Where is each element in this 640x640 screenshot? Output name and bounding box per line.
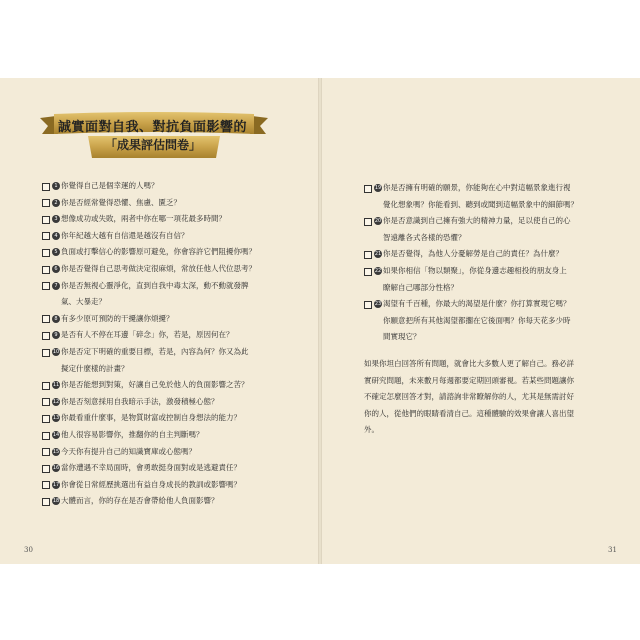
question-item: [42, 394, 294, 411]
question-item: [42, 377, 294, 394]
question-item: [364, 213, 618, 246]
question-number: 15: [52, 448, 60, 455]
question-item: [364, 180, 618, 213]
question-item: [42, 278, 294, 311]
question-number: 20: [374, 218, 382, 225]
question-text: [61, 394, 219, 411]
question-item: [42, 195, 294, 212]
question-item: [42, 460, 294, 477]
question-number: 7: [52, 282, 60, 290]
question-number: 3: [52, 215, 60, 223]
checkbox[interactable]: [42, 465, 50, 473]
question-text-line: 智遠離各式各樣的恐懼？: [383, 232, 466, 242]
question-item: [42, 261, 294, 278]
question-item: [42, 493, 294, 510]
question-text: [61, 244, 256, 261]
question-text-line: 你是否經常覺得恐懼、焦慮、匱乏？: [61, 197, 181, 207]
question-text: [61, 444, 196, 461]
question-list-right: [364, 180, 618, 346]
question-number: 11: [52, 382, 60, 389]
question-number: 10: [52, 348, 60, 355]
question-item: [42, 311, 294, 328]
paragraph-line: 如果你坦白回答所有問題，就會比大多數人更了解自己。務必詳: [364, 359, 574, 368]
question-number: 2: [52, 199, 60, 207]
closing-paragraph: [364, 356, 618, 439]
question-text-line: 瞭解自己哪部分性格？: [383, 282, 458, 292]
question-number: 1: [52, 182, 60, 190]
question-text-line: 擬定什麼樣的計畫？: [61, 363, 129, 373]
question-item: [364, 263, 618, 296]
checkbox[interactable]: [42, 282, 50, 290]
question-text-line: 你是否覺得自己思考做決定很麻煩，常放任他人代位思考？: [61, 263, 256, 273]
question-text-line: 有多少原可預防的干擾讓你煩擾？: [61, 313, 174, 323]
question-text: [383, 180, 578, 213]
question-number: 8: [52, 315, 60, 323]
checkbox[interactable]: [42, 249, 50, 257]
question-item: [42, 427, 294, 444]
question-item: [364, 296, 618, 346]
title-line-2: 「成果評估問卷」: [104, 138, 201, 152]
question-text-line: 氣、大暴走？: [61, 297, 106, 307]
question-text-line: 渴望有千百種，你最大的渴望是什麼？你打算實現它嗎？: [383, 299, 571, 309]
checkbox[interactable]: [42, 199, 50, 207]
question-text-line: 負面或打擊信心的影響原可避免，你會容許它們阻擾你嗎？: [61, 247, 256, 257]
checkbox[interactable]: [364, 268, 372, 276]
question-text-line: 想像成功或失敗，兩者中你在哪一項花最多時間？: [61, 214, 226, 224]
checkbox[interactable]: [364, 218, 372, 226]
question-text-line: 間實現它？: [383, 332, 421, 342]
question-item: [42, 327, 294, 344]
question-text-line: 你年紀越大越有自信還是越沒有自信？: [61, 230, 189, 240]
question-text-line: 你是否覺得，為他人分憂解勞是自己的責任？為什麼？: [383, 249, 563, 259]
question-number: 22: [374, 267, 382, 274]
question-text-line: 你是否刻意採用自我暗示手法，激發積極心態？: [61, 396, 219, 406]
question-text-line: 今天你有提升自己的知識寶庫或心態嗎？: [61, 446, 196, 456]
page-number-right: 31: [608, 546, 617, 554]
question-number: 17: [52, 481, 60, 488]
question-text: [61, 327, 234, 344]
paragraph-line: 外。: [364, 425, 379, 435]
question-item: [42, 410, 294, 427]
question-number: 21: [374, 251, 382, 258]
question-number: 14: [52, 431, 60, 438]
question-item: [42, 444, 294, 461]
question-text-line: 你最看重什麼事，是物質財富或控制自身想法的能力？: [61, 413, 241, 423]
checkbox[interactable]: [42, 216, 50, 224]
question-number: 4: [52, 232, 60, 240]
question-text-line: 當你遭遇不幸局面時，會勇敢挺身面對或是逃避責任？: [61, 463, 241, 473]
checkbox[interactable]: [42, 315, 50, 323]
question-text-line: 覺化想象嗎？你能看到、聽到或聞到這幅景象中的細節嗎？: [383, 199, 578, 209]
checkbox[interactable]: [42, 183, 50, 191]
question-text: [61, 228, 189, 245]
checkbox[interactable]: [42, 349, 50, 357]
checkbox[interactable]: [42, 398, 50, 406]
question-item: [364, 246, 618, 263]
checkbox[interactable]: [364, 301, 372, 309]
question-text: [61, 377, 249, 394]
question-text: [61, 344, 249, 377]
question-text-line: 你是否無視心靈淨化，直到自我中毒太深，動不動就發脾: [61, 280, 249, 290]
question-text: [61, 278, 249, 311]
question-item: [42, 211, 294, 228]
question-text-line: 你會從日常經歷挑選出有益自身成長的教訓或影響嗎？: [61, 479, 241, 489]
question-text: [61, 427, 204, 444]
title-line-1: 誠實面對自我、對抗負面影響的: [58, 120, 248, 135]
question-text: [61, 211, 226, 228]
question-text-line: 他人很容易影響你，推翻你的自主判斷嗎？: [61, 429, 204, 439]
question-number: 5: [52, 248, 60, 256]
question-text-line: 大體而言，你的存在是否會帶給他人負面影響？: [61, 496, 219, 506]
question-text: [61, 261, 256, 278]
question-number: 12: [52, 398, 60, 405]
question-text-line: 你是否定下明確的重要目標，若是，內容為何？你又為此: [61, 346, 249, 356]
checkbox[interactable]: [42, 266, 50, 274]
question-text: [61, 493, 219, 510]
question-text-line: 如果你相信「物以類聚」，你從身邊志趣相投的朋友身上: [383, 265, 567, 275]
question-item: [42, 477, 294, 494]
checkbox[interactable]: [42, 432, 50, 440]
question-text: [61, 311, 174, 328]
question-number: 6: [52, 265, 60, 273]
question-number: 13: [52, 415, 60, 422]
question-number: 19: [374, 185, 382, 191]
question-text: [383, 213, 571, 246]
paragraph-line: 實研究問題，未來數月每週都要定期回頭審視。若某些問題讓你: [364, 375, 574, 385]
paragraph-line: 你的人，從他們的眼睛看清自己。這種體驗的效果會讓人喜出望: [364, 408, 574, 418]
checkbox[interactable]: [42, 415, 50, 423]
question-item: [42, 178, 294, 195]
question-text: [383, 296, 571, 346]
question-text-line: 是否有人不停在耳邊「碎念」你，若是，原因何在？: [61, 330, 234, 340]
question-text-line: 你覺得自己是個幸運的人嗎？: [61, 181, 159, 190]
question-list-left: [42, 178, 294, 510]
question-text: [61, 195, 181, 212]
page-number-left: 30: [24, 546, 33, 554]
question-number: 18: [52, 498, 60, 505]
question-number: 23: [374, 301, 382, 308]
question-text: [61, 178, 159, 195]
question-text: [61, 410, 241, 427]
question-number: 9: [52, 331, 60, 339]
question-text: [61, 477, 241, 494]
question-text: [61, 460, 241, 477]
checkbox[interactable]: [42, 481, 50, 489]
checkbox[interactable]: [42, 448, 50, 456]
question-text-line: 你是否擁有明確的願景，你能夠在心中對這幅景象進行視: [383, 183, 571, 192]
question-text-line: 你是否意識到自己擁有強大的精神力量，足以使自己的心: [383, 216, 571, 226]
checkbox[interactable]: [364, 251, 372, 259]
question-text: [383, 263, 567, 296]
question-text: [383, 246, 563, 263]
question-item: [42, 228, 294, 245]
checkbox[interactable]: [42, 232, 50, 240]
checkbox[interactable]: [42, 382, 50, 390]
checkbox[interactable]: [42, 332, 50, 340]
paragraph-line: 不確定怎麼回答才對，請諮詢非常瞭解你的人，尤其是無需討好: [364, 392, 574, 402]
checkbox[interactable]: [364, 185, 372, 193]
question-item: [42, 344, 294, 377]
checkbox[interactable]: [42, 498, 50, 506]
question-text-line: 你願意把所有其他渴望都擱在它後面嗎？你每天花多少時: [383, 315, 571, 325]
question-number: 16: [52, 465, 60, 472]
question-text-line: 你是否能想到對策，好讓自己免於他人的負面影響之苦？: [61, 380, 249, 390]
question-item: [42, 244, 294, 261]
